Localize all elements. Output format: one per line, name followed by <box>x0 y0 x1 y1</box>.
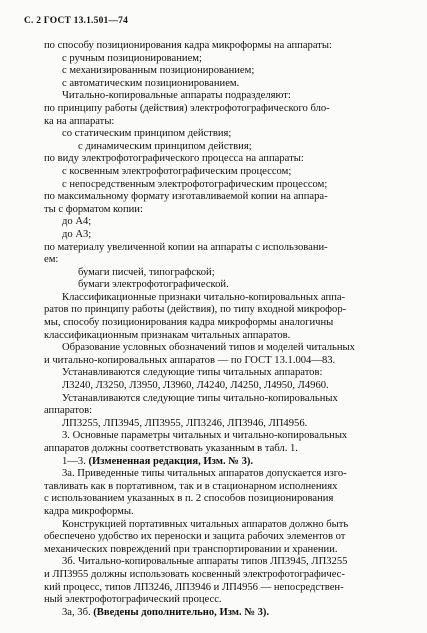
text-line: с автоматическим позиционированием. <box>62 77 240 89</box>
text-line <box>0 607 427 620</box>
text-line: по виду электрофотографического процесса на аппараты: <box>44 153 304 165</box>
amendment-note: (Введены дополнительно, Изм. № 3). <box>93 606 270 618</box>
text-line: тавливать как в портативном, так и в стационарном исполнениях <box>44 480 338 492</box>
text-line: до А3; <box>62 228 92 240</box>
text-line: по способу позиционирования кадра микроформы на аппараты: <box>44 40 332 51</box>
text-line: Л3240, Л3250, Л3950, Л3960, Л4240, Л4250, Л4950, Л4960. <box>62 380 329 392</box>
text-line: аппаратов должны соответствовать указанным в табл. 1. <box>44 443 298 454</box>
page-header: С. 2 ГОСТ 13.1.501—74 <box>24 16 129 26</box>
text-line: кий процесс, типов ЛП3246, ЛП3946 и ЛП4956 — непосредствен- <box>44 581 344 593</box>
text-line: ный электрофотографический процесс. <box>44 594 222 606</box>
text-line: мы, способу позиционирования кадра микроформы аналогичны <box>44 317 334 329</box>
text-line: ЛП3255, ЛП3945, ЛП3955, ЛП3246, ЛП3946, ЛП4956. <box>62 417 308 429</box>
amendment-note: (Измененная редакция, Изм. № 3). <box>88 455 254 467</box>
text-line: 3б. Читально-копировальные аппараты типов ЛП3945, ЛП3255 <box>62 556 348 568</box>
text-line: 3. Основные параметры читальных и читально-копировальных <box>62 430 348 442</box>
text-line: с непосредственным электрофотографическим процессом; <box>62 178 328 190</box>
text-line <box>0 456 427 469</box>
text-line: и ЛП3955 должны использовать косвенный электрофотографичес- <box>44 568 345 580</box>
text-line: кадра микроформы. <box>44 505 134 517</box>
text-line: Устанавливаются следующие типы читальных аппаратов: <box>62 367 323 379</box>
document-body <box>0 40 427 619</box>
text-line: с механизированным позиционированием; <box>62 65 255 77</box>
text-line: по принципу работы (действия) электрофотографического бло- <box>44 102 330 114</box>
text-line: с использованием указанных в п. 2 способов позиционирования <box>44 493 334 505</box>
text-line: ты с форматом копии: <box>44 203 143 215</box>
line-prefix: 3а, 3б. <box>62 606 94 618</box>
text-line: ка на аппараты: <box>44 115 115 127</box>
text-line: Устанавливаются следующие типы читально-копировальных <box>62 392 338 404</box>
text-line: Читально-копировальные аппараты подразделяют: <box>62 90 291 102</box>
text-line: механических повреждений при транспортировании и хранении. <box>44 543 338 555</box>
text-line: ем: <box>44 254 59 266</box>
text-line: по максимальному формату изготавливаемой копии на аппара- <box>44 191 328 203</box>
text-line: аппаратов: <box>44 405 93 417</box>
text-line: Классификационные признаки читально-копировальных аппа- <box>62 291 346 303</box>
text-line: ратов по принципу работы (действия), по типу входной микрофор- <box>44 304 347 316</box>
text-line: классификационным признакам читальных аппаратов. <box>44 329 291 341</box>
text-line: Конструкцией портативных читальных аппаратов должно быть <box>62 518 349 530</box>
text-line: обеспечено удобство их переноски и защита рабочих элементов от <box>44 531 346 543</box>
text-line: с динамическим принципом действия; <box>78 140 252 152</box>
text-line: с ручным позиционированием; <box>62 52 202 64</box>
text-line: бумаги писчей, типографской; <box>78 266 215 278</box>
line-prefix: 1—3. <box>62 455 89 467</box>
text-line: со статическим принципом действия; <box>62 128 232 140</box>
text-line: Образование условных обозначений типов и моделей читальных <box>62 342 355 354</box>
text-line: 3а. Приведенные типы читальных аппаратов допускается изго- <box>62 468 347 480</box>
text-line: с косвенным электрофотографическим процессом; <box>62 165 292 177</box>
text-line: по материалу увеличенной копии на аппараты с использовани- <box>44 241 328 253</box>
text-line: до А4; <box>62 216 92 228</box>
text-line: бумаги электрофотографической. <box>78 279 229 291</box>
text-line: и читально-копировальных аппаратов — по ГОСТ 13.1.004—83. <box>44 354 336 366</box>
